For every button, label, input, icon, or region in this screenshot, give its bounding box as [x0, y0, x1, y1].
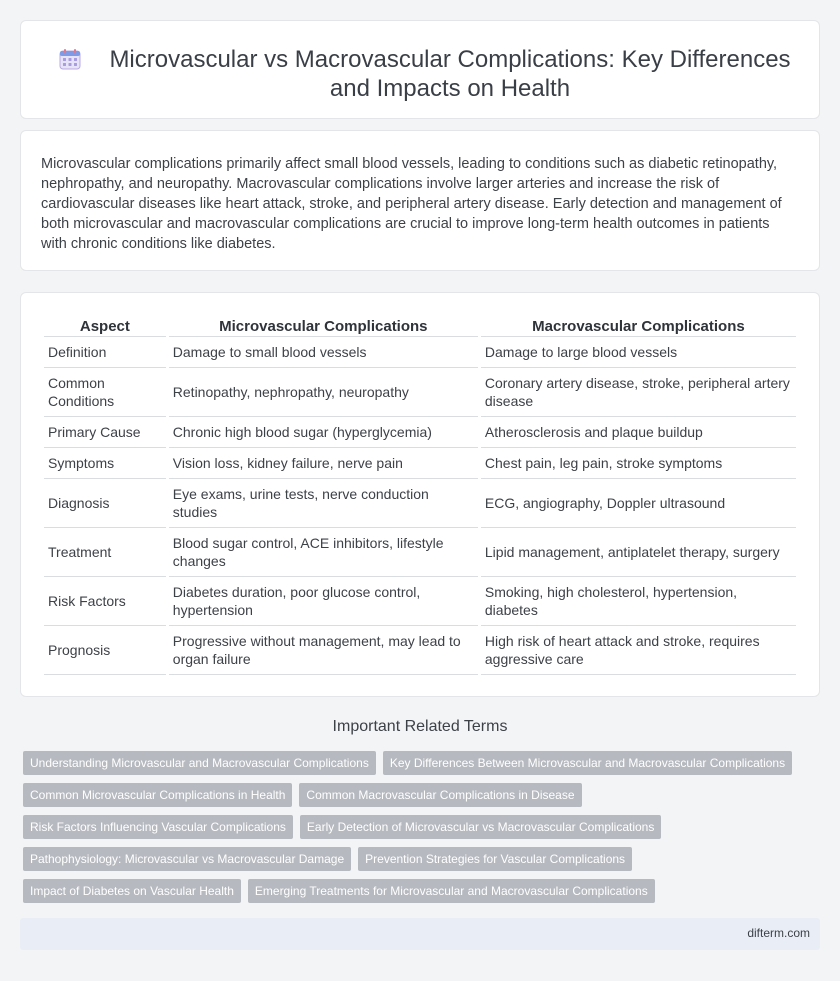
macro-cell: High risk of heart attack and stroke, requires aggressive care	[481, 626, 796, 675]
table-row	[44, 577, 796, 626]
related-term-tag[interactable]: Early Detection of Microvascular vs Macrovascular Complications	[300, 815, 661, 839]
macro-cell: Coronary artery disease, stroke, peripheral artery disease	[481, 368, 796, 417]
footer-site-link[interactable]: difterm.com	[747, 926, 810, 940]
related-term-tag[interactable]: Prevention Strategies for Vascular Complications	[358, 847, 632, 871]
header-card	[20, 20, 820, 119]
related-term-tag[interactable]: Common Macrovascular Complications in Disease	[299, 783, 581, 807]
page-title: Microvascular vs Macrovascular Complications: Key Differences and Impacts on Health	[109, 46, 791, 102]
related-term-tag[interactable]: Emerging Treatments for Microvascular and Macrovascular Complications	[248, 879, 655, 903]
micro-cell: Eye exams, urine tests, nerve conduction studies	[169, 479, 478, 528]
footer-bar	[20, 918, 820, 950]
table-row	[44, 528, 796, 577]
header-macrovascular: Macrovascular Complications	[481, 315, 796, 337]
micro-cell: Diabetes duration, poor glucose control, hypertension	[169, 577, 478, 626]
related-term-tag[interactable]: Understanding Microvascular and Macrovascular Complications	[23, 751, 376, 775]
macro-cell: Chest pain, leg pain, stroke symptoms	[481, 448, 796, 479]
micro-cell: Damage to small blood vessels	[169, 337, 478, 368]
related-term-tag[interactable]: Key Differences Between Microvascular and Macrovascular Complications	[383, 751, 792, 775]
micro-cell: Blood sugar control, ACE inhibitors, lifestyle changes	[169, 528, 478, 577]
macro-cell: Atherosclerosis and plaque buildup	[481, 417, 796, 448]
table-row	[44, 417, 796, 448]
aspect-cell: Symptoms	[44, 448, 166, 479]
micro-cell: Vision loss, kidney failure, nerve pain	[169, 448, 478, 479]
related-term-tag[interactable]: Pathophysiology: Microvascular vs Macrovascular Damage	[23, 847, 351, 871]
comparison-table-card	[20, 292, 820, 697]
comparison-table	[41, 315, 799, 675]
aspect-cell: Treatment	[44, 528, 166, 577]
macro-cell: Damage to large blood vessels	[481, 337, 796, 368]
table-header-row	[44, 315, 796, 337]
aspect-cell: Primary Cause	[44, 417, 166, 448]
table-row	[44, 368, 796, 417]
aspect-cell: Risk Factors	[44, 577, 166, 626]
related-term-tag[interactable]: Risk Factors Influencing Vascular Complications	[23, 815, 293, 839]
header-microvascular: Microvascular Complications	[169, 315, 478, 337]
related-term-tag[interactable]: Impact of Diabetes on Vascular Health	[23, 879, 241, 903]
intro-card	[20, 130, 820, 271]
aspect-cell: Prognosis	[44, 626, 166, 675]
table-row	[44, 337, 796, 368]
table-row	[44, 626, 796, 675]
micro-cell: Chronic high blood sugar (hyperglycemia)	[169, 417, 478, 448]
micro-cell: Retinopathy, nephropathy, neuropathy	[169, 368, 478, 417]
related-terms-title: Important Related Terms	[332, 718, 508, 735]
aspect-cell: Diagnosis	[44, 479, 166, 528]
intro-paragraph: Microvascular complications primarily affect small blood vessels, leading to conditions such as diabetic retinopathy, nephropathy, and neuropathy. Macrovascular complications involve larger arteries and increase the risk of cardiovascular diseases like heart attack, stroke, and peripheral artery disease. Early detection and management of both microvascular and macrovascular complications are crucial to improve long-term health outcomes in patients with chronic conditions like diabetes.	[41, 156, 782, 252]
macro-cell: Smoking, high cholesterol, hypertension, diabetes	[481, 577, 796, 626]
table-row	[44, 448, 796, 479]
macro-cell: Lipid management, antiplatelet therapy, surgery	[481, 528, 796, 577]
header-aspect: Aspect	[44, 315, 166, 337]
micro-cell: Progressive without management, may lead to organ failure	[169, 626, 478, 675]
aspect-cell: Common Conditions	[44, 368, 166, 417]
macro-cell: ECG, angiography, Doppler ultrasound	[481, 479, 796, 528]
related-term-tag[interactable]: Common Microvascular Complications in Health	[23, 783, 292, 807]
table-row	[44, 479, 796, 528]
related-terms-list	[23, 751, 823, 911]
aspect-cell: Definition	[44, 337, 166, 368]
